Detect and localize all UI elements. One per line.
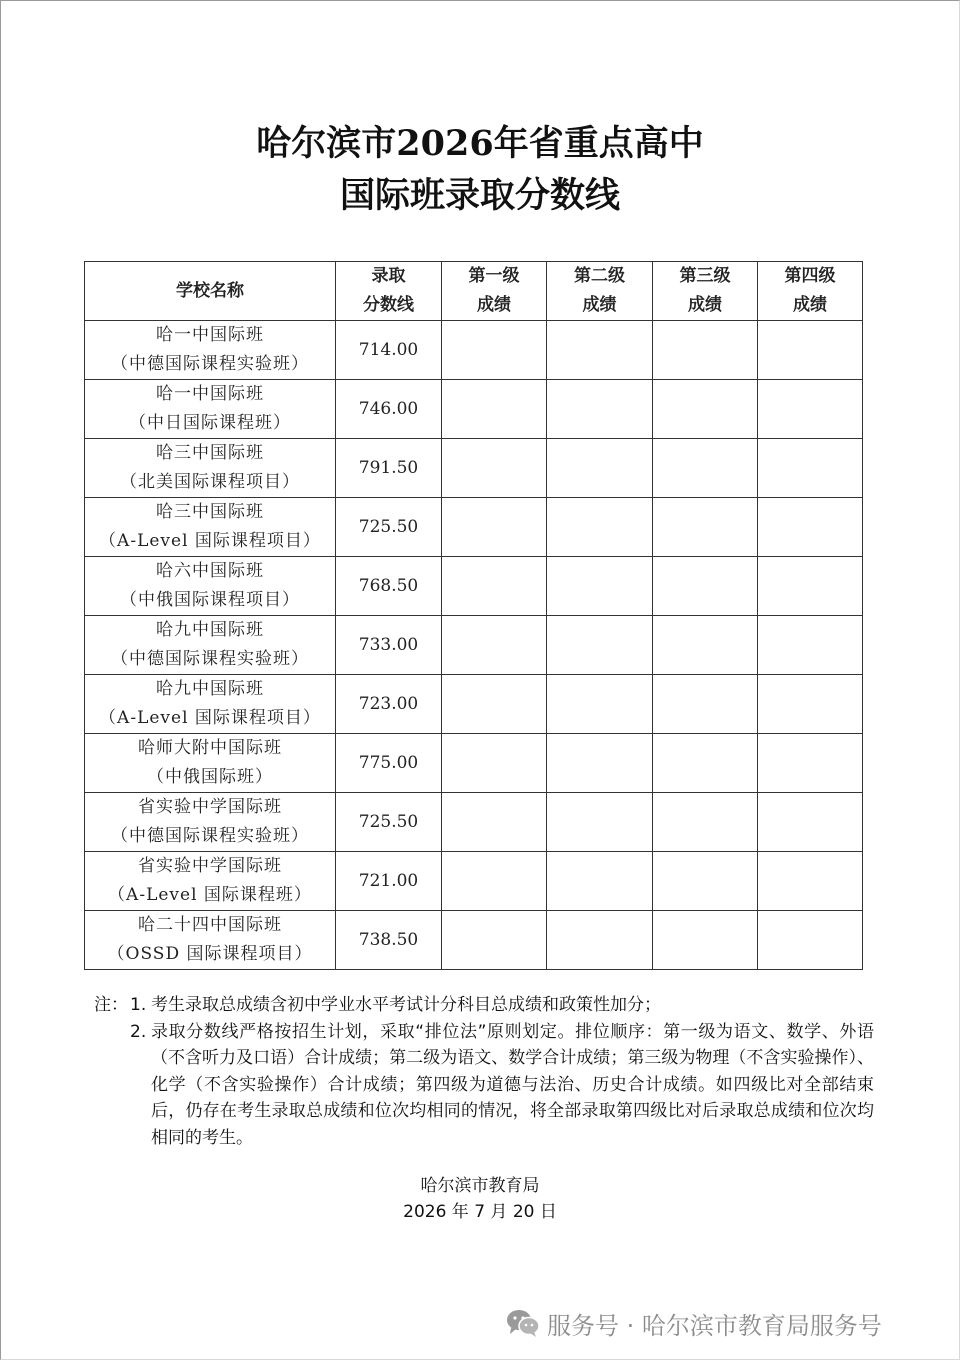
table-row: [85, 675, 863, 734]
program-name: （中俄国际课程项目）: [120, 590, 300, 610]
program-name: （OSSD 国际课程项目）: [107, 944, 313, 964]
table-row: [85, 734, 863, 793]
level-score-cell: [547, 439, 653, 498]
notes-prefix: 注：: [94, 995, 128, 1015]
program-name: （中俄国际班）: [147, 767, 273, 787]
level-score-cell: [758, 498, 863, 557]
note-item-2: [94, 1019, 874, 1152]
school-name: 哈九中国际班: [156, 620, 264, 640]
level-score-cell: [547, 734, 653, 793]
admission-score-cell: 725.50: [336, 793, 442, 852]
column-header: [336, 262, 442, 321]
program-name: （中德国际课程实验班）: [111, 649, 309, 669]
admission-score-cell: 733.00: [336, 616, 442, 675]
watermark: [505, 1303, 882, 1343]
level-score-cell: [442, 675, 547, 734]
column-header: [85, 262, 336, 321]
table-header-row: [85, 262, 863, 321]
level-score-cell: [442, 793, 547, 852]
wechat-icon: [505, 1307, 541, 1339]
admission-score-cell: 723.00: [336, 675, 442, 734]
column-header: [758, 262, 863, 321]
table-header: [85, 262, 863, 321]
program-name: （A-Level 国际课程项目）: [99, 531, 321, 551]
level-score-cell: [758, 675, 863, 734]
school-name: 哈师大附中国际班: [138, 738, 282, 758]
school-cell: [85, 675, 336, 734]
column-header-line: 成绩: [688, 295, 722, 315]
level-score-cell: [653, 557, 758, 616]
table-row: [85, 380, 863, 439]
title-line-2: 国际班录取分数线: [339, 175, 620, 216]
level-score-cell: [547, 498, 653, 557]
column-header-line: 第一级: [468, 266, 520, 286]
column-header: [442, 262, 547, 321]
level-score-cell: [653, 734, 758, 793]
table-row: [85, 911, 863, 970]
level-score-cell: [442, 616, 547, 675]
level-score-cell: [547, 793, 653, 852]
level-score-cell: [653, 439, 758, 498]
program-name: （A-Level 国际课程班）: [108, 885, 312, 905]
column-header-line: 第四级: [784, 266, 836, 286]
level-score-cell: [547, 675, 653, 734]
note-number: 1.: [130, 995, 147, 1015]
admission-score-cell: 746.00: [336, 380, 442, 439]
note-text: 录取分数线严格按招生计划，采取“排位法”原则划定。排位顺序：第一级为语文、数学、外语（不含听力及口语）合计成绩；第二级为语文、数学合计成绩；第三级为物理（不含实验操作）、化学（不含实验操作）合计成绩；第四级为道德与法治、历史合计成绩。如四级比对全部结束后，仍存在考生录取总成绩和位次均相同的情况，将全部录取第四级比对后录取总成绩和位次均相同的考生。: [151, 1021, 874, 1148]
school-name: 哈六中国际班: [156, 561, 264, 581]
column-header-line: 第三级: [679, 266, 731, 286]
school-cell: [85, 321, 336, 380]
school-name: 哈一中国际班: [156, 325, 264, 345]
admission-score-table: [84, 261, 863, 970]
table-row: [85, 852, 863, 911]
level-score-cell: [547, 852, 653, 911]
level-score-cell: [653, 911, 758, 970]
column-header-line: 成绩: [793, 295, 827, 315]
school-cell: [85, 557, 336, 616]
program-name: （A-Level 国际课程项目）: [99, 708, 321, 728]
table-row: [85, 439, 863, 498]
column-header-line: 学校名称: [176, 280, 244, 301]
level-score-cell: [758, 734, 863, 793]
admission-score-cell: 714.00: [336, 321, 442, 380]
level-score-cell: [547, 557, 653, 616]
level-score-cell: [547, 911, 653, 970]
level-score-cell: [547, 616, 653, 675]
level-score-cell: [442, 852, 547, 911]
level-score-cell: [547, 321, 653, 380]
note-item-1: [94, 992, 874, 1019]
level-score-cell: [653, 498, 758, 557]
school-name: 哈三中国际班: [156, 443, 264, 463]
issue-date: 2026 年 7 月 20 日: [403, 1202, 557, 1222]
level-score-cell: [758, 616, 863, 675]
level-score-cell: [653, 321, 758, 380]
admission-score-cell: 725.50: [336, 498, 442, 557]
level-score-cell: [758, 380, 863, 439]
school-name: 哈九中国际班: [156, 679, 264, 699]
column-header-line: 分数线: [363, 295, 414, 315]
table-row: [85, 616, 863, 675]
school-cell: [85, 852, 336, 911]
column-header-line: 成绩: [582, 295, 617, 315]
school-name: 省实验中学国际班: [138, 797, 282, 817]
column-header-line: 录取: [371, 266, 406, 286]
admission-score-cell: 768.50: [336, 557, 442, 616]
table-row: [85, 793, 863, 852]
level-score-cell: [758, 911, 863, 970]
level-score-cell: [442, 321, 547, 380]
level-score-cell: [758, 557, 863, 616]
level-score-cell: [442, 911, 547, 970]
watermark-text: 服务号 · 哈尔滨市教育局服务号: [547, 1311, 882, 1340]
level-score-cell: [653, 852, 758, 911]
column-header: [653, 262, 758, 321]
level-score-cell: [758, 793, 863, 852]
page-title: [0, 118, 960, 222]
note-text: 考生录取总成绩含初中学业水平考试计分科目总成绩和政策性加分；: [151, 995, 661, 1015]
school-cell: [85, 793, 336, 852]
level-score-cell: [442, 380, 547, 439]
admission-score-cell: 738.50: [336, 911, 442, 970]
table-body: [85, 321, 863, 970]
admission-score-cell: 721.00: [336, 852, 442, 911]
school-name: 省实验中学国际班: [138, 856, 282, 876]
admission-score-cell: 775.00: [336, 734, 442, 793]
school-name: 哈二十四中国际班: [138, 915, 282, 935]
table-row: [85, 321, 863, 380]
level-score-cell: [653, 380, 758, 439]
school-cell: [85, 911, 336, 970]
level-score-cell: [442, 498, 547, 557]
level-score-cell: [442, 734, 547, 793]
program-name: （中德国际课程实验班）: [111, 354, 309, 374]
column-header-line: 第二级: [574, 266, 625, 286]
level-score-cell: [758, 321, 863, 380]
school-name: 哈一中国际班: [156, 384, 264, 404]
table-row: [85, 557, 863, 616]
school-name: 哈三中国际班: [156, 502, 264, 522]
level-score-cell: [442, 439, 547, 498]
level-score-cell: [653, 793, 758, 852]
level-score-cell: [653, 675, 758, 734]
school-cell: [85, 439, 336, 498]
issuing-organization: 哈尔滨市教育局: [420, 1176, 540, 1196]
program-name: （中德国际课程实验班）: [111, 826, 309, 846]
school-cell: [85, 380, 336, 439]
level-score-cell: [758, 439, 863, 498]
level-score-cell: [653, 616, 758, 675]
admission-score-cell: 791.50: [336, 439, 442, 498]
level-score-cell: [547, 380, 653, 439]
program-name: （北美国际课程项目）: [120, 472, 300, 492]
table-row: [85, 498, 863, 557]
signature-block: [0, 1173, 960, 1225]
notes-section: [94, 992, 874, 1151]
title-line-1: 哈尔滨市2026年省重点高中: [256, 123, 704, 164]
school-cell: [85, 616, 336, 675]
school-cell: [85, 734, 336, 793]
level-score-cell: [442, 557, 547, 616]
school-cell: [85, 498, 336, 557]
column-header: [547, 262, 653, 321]
note-number: 2.: [130, 1021, 147, 1042]
column-header-line: 成绩: [477, 295, 511, 315]
level-score-cell: [758, 852, 863, 911]
program-name: （中日国际课程班）: [129, 413, 291, 433]
